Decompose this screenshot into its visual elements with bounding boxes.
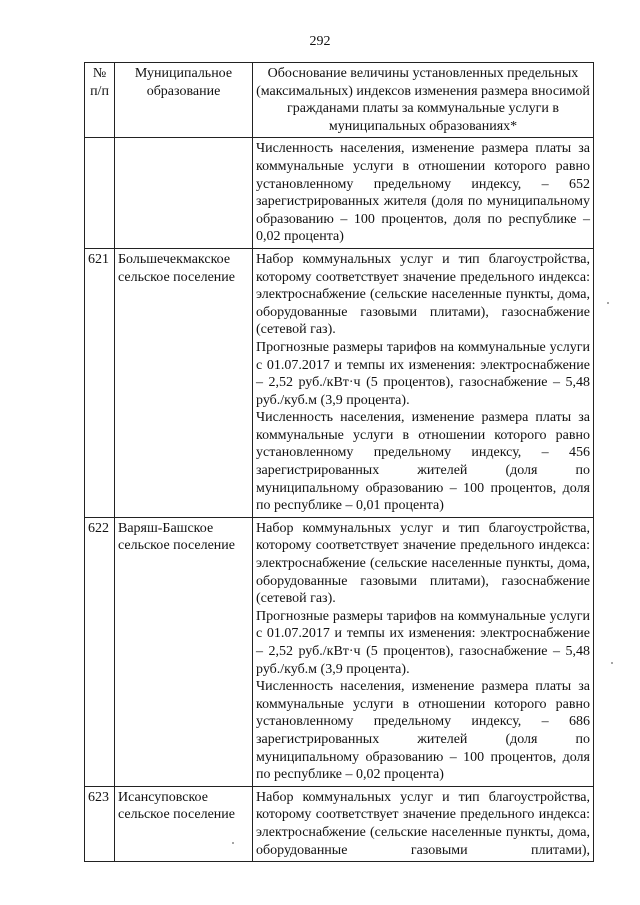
row-num-cell	[85, 138, 115, 249]
table-row-continuation	[85, 138, 594, 249]
tariff-justification-table	[84, 62, 594, 862]
justification-paragraph: Численность населения, изменение размера платы за коммунальные услуги в отношении которого равно установленному предельному индексу, – 686 зарегистрированных жителей (доля по муниципальному образованию – 100 процентов, доля по республике – 0,02 процента)	[256, 679, 590, 783]
row-municipality: Большечекмакское сельское поселение	[115, 248, 253, 517]
row-num: 622	[85, 517, 115, 786]
table-header-row	[85, 63, 594, 138]
row-justification-cell	[253, 138, 594, 249]
justification-paragraph: Набор коммунальных услуг и тип благоустройства, которому соответствует значение предельного индекса: электроснабжение (сельские населенные пункты, дома, оборудованные газовыми плитами),	[256, 789, 590, 858]
header-municipality: Муниципальное образование	[115, 63, 253, 138]
header-num: № п/п	[85, 63, 115, 138]
table-row	[85, 517, 594, 786]
scan-speck	[232, 842, 234, 844]
justification-paragraph: Набор коммунальных услуг и тип благоустройства, которому соответствует значение предельного индекса: электроснабжение (сельские населенные пункты, дома, оборудованные газовыми плитами), газоснабжение (сетевой газ).	[256, 520, 590, 607]
justification-paragraph: Численность населения, изменение размера платы за коммунальные услуги в отношении которого равно установленному предельному индексу, – 456 зарегистрированных жителей (доля по муниципальному образованию – 100 процентов, доля по республике – 0,01 процента)	[256, 410, 590, 514]
row-justification-cell	[253, 517, 594, 786]
table-row	[85, 248, 594, 517]
row-num: 621	[85, 248, 115, 517]
justification-paragraph: Прогнозные размеры тарифов на коммунальные услуги с 01.07.2017 и темпы их изменения: электроснабжение – 2,52 руб./кВт·ч (5 процентов), газоснабжение – 5,48 руб./куб.м (3,9 процента).	[256, 608, 590, 677]
scan-speck	[611, 662, 613, 664]
row-num: 623	[85, 786, 115, 861]
row-justification-cell	[253, 248, 594, 517]
scan-speck	[607, 302, 609, 304]
row-municipality-cell	[115, 138, 253, 249]
row-municipality: Исансуповское сельское поселение	[115, 786, 253, 861]
row-justification-cell	[253, 786, 594, 861]
justification-paragraph: Набор коммунальных услуг и тип благоустройства, которому соответствует значение предельного индекса: электроснабжение (сельские населенные пункты, дома, оборудованные газовыми плитами), газоснабжение (сетевой газ).	[256, 251, 590, 338]
table-row	[85, 786, 594, 861]
page-number: 292	[309, 34, 331, 49]
row-municipality: Варяш-Башское сельское поселение	[115, 517, 253, 786]
justification-paragraph: Численность населения, изменение размера платы за коммунальные услуги в отношении которого равно установленному предельному индексу, – 652 зарегистрированных жителя (доля по муниципальному образованию – 100 процентов, доля по республике – 0,02 процента)	[256, 141, 590, 245]
justification-paragraph: Прогнозные размеры тарифов на коммунальные услуги с 01.07.2017 и темпы их изменения: электроснабжение – 2,52 руб./кВт·ч (5 процентов), газоснабжение – 5,48 руб./куб.м (3,9 процента).	[256, 339, 590, 408]
header-justification: Обоснование величины установленных предельных (максимальных) индексов изменения размера вносимой гражданами платы за коммунальные услуги в муниципальных образованиях*	[253, 63, 594, 138]
